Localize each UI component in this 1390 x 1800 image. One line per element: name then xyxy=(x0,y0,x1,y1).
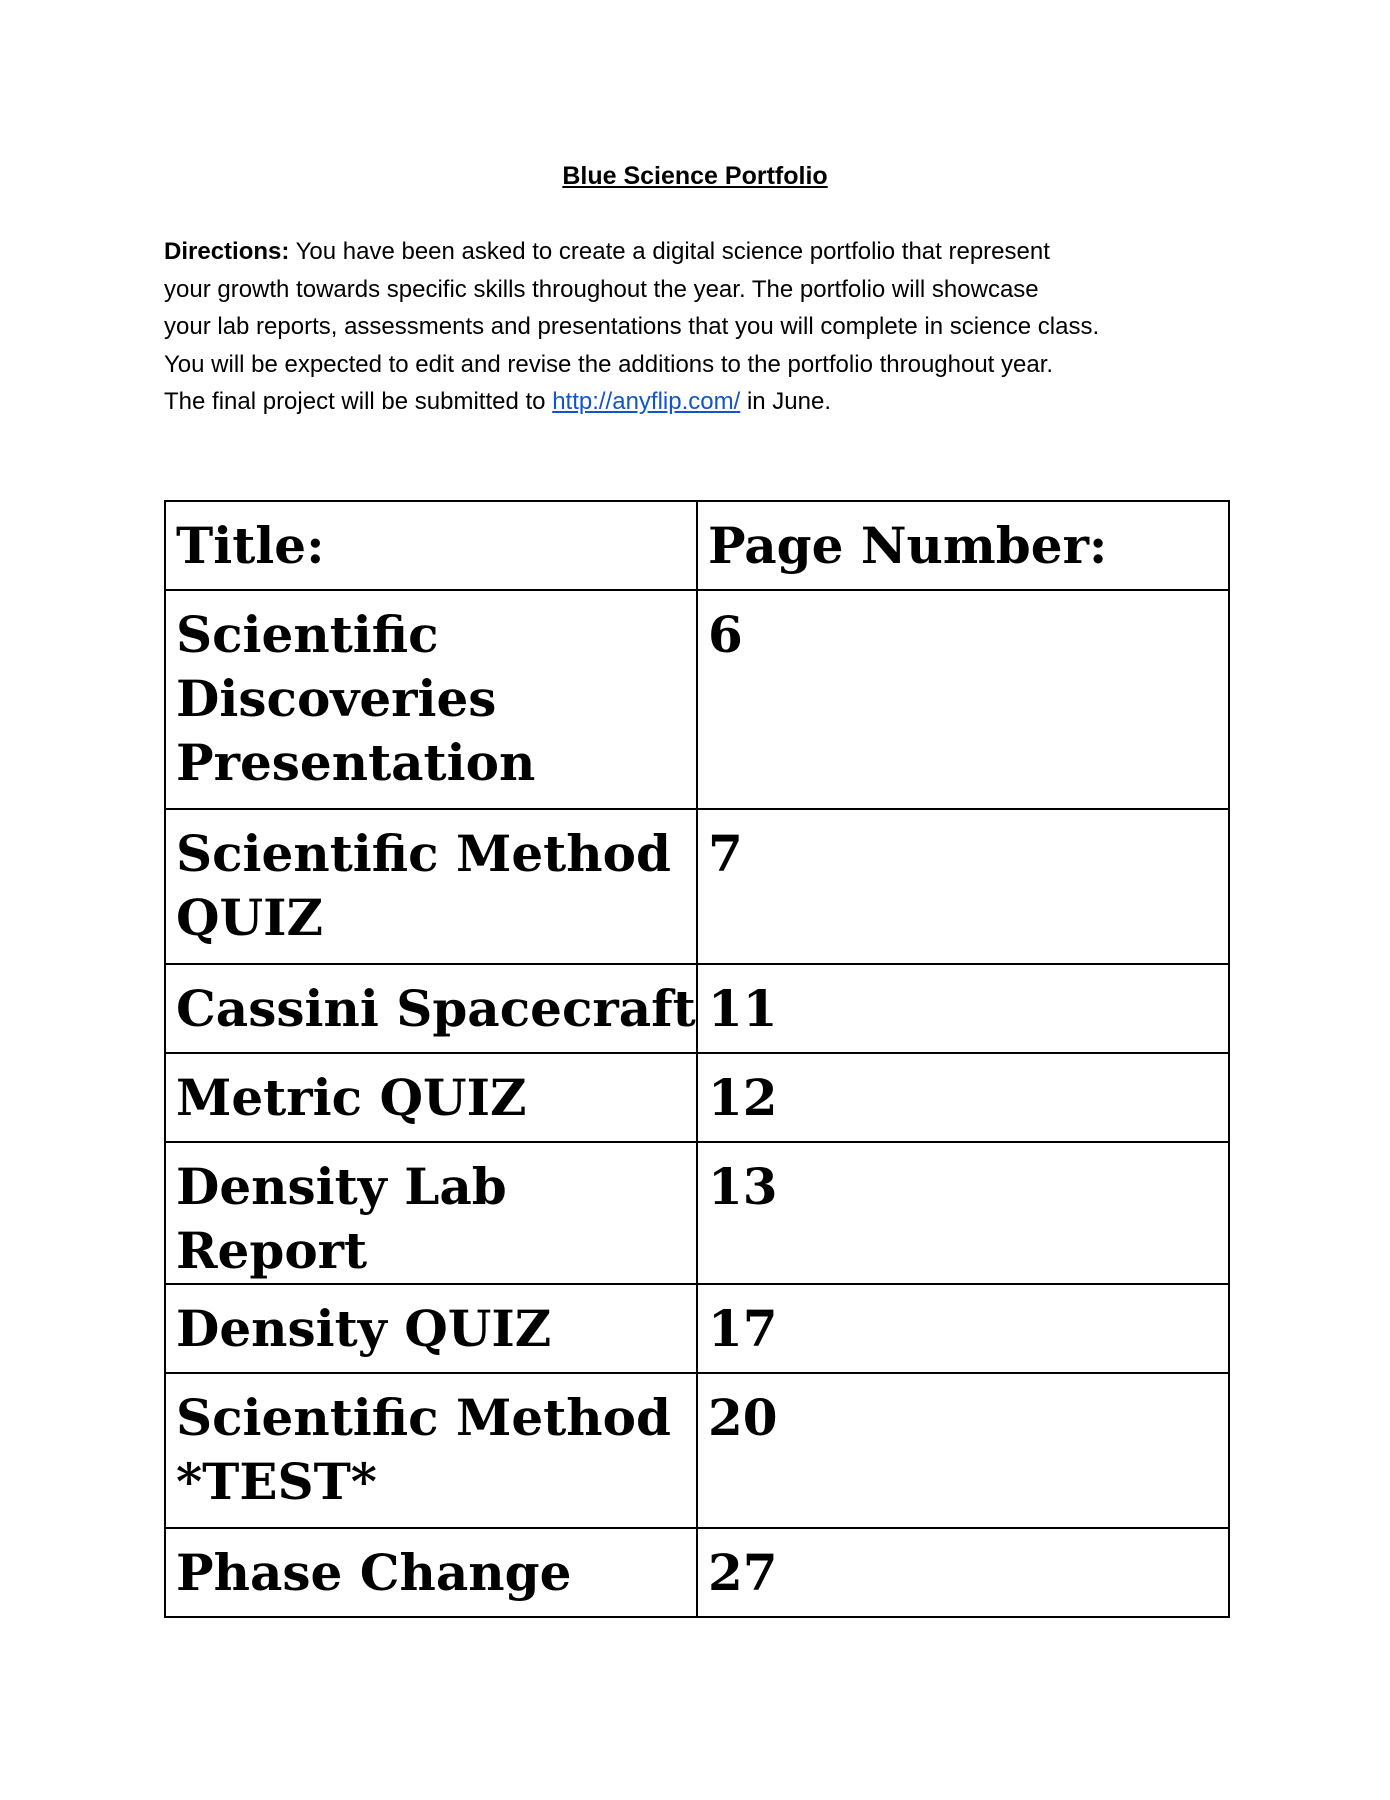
row-page-number-cell: 6 xyxy=(697,590,1229,809)
document-title: Blue Science Portfolio xyxy=(562,162,828,190)
table-row xyxy=(165,1053,1229,1142)
row-title-cell xyxy=(165,1528,697,1617)
row-title-line: Density QUIZ xyxy=(176,1299,552,1358)
row-title-cell xyxy=(165,964,697,1053)
row-page-number-cell: 17 xyxy=(697,1284,1229,1373)
row-title-cell xyxy=(165,1284,697,1373)
directions-paragraph xyxy=(164,233,1244,421)
page-number-column-header: Page Number: xyxy=(697,501,1229,590)
row-title-line: Scientific Method xyxy=(176,824,671,883)
row-page-number-cell: 11 xyxy=(697,964,1229,1053)
directions-line-5-end: in June. xyxy=(740,388,832,415)
row-page-number-cell: 13 xyxy=(697,1142,1229,1284)
row-title-line: Cassini Spacecraft xyxy=(176,979,696,1038)
directions-line-1: You have been asked to create a digital science portfolio that represent xyxy=(289,238,1050,265)
table-row xyxy=(165,809,1229,964)
row-page-number-cell: 27 xyxy=(697,1528,1229,1617)
row-title-line: Presentation xyxy=(176,733,536,792)
row-title-line: Density Lab Report xyxy=(176,1157,507,1280)
table-row xyxy=(165,964,1229,1053)
table-row xyxy=(165,1142,1229,1284)
row-page-number-cell: 20 xyxy=(697,1373,1229,1528)
directions-line-2: your growth towards specific skills throughout the year. The portfolio will showcase xyxy=(164,275,1039,303)
directions-label: Directions: xyxy=(164,238,290,265)
row-title-line: Scientific xyxy=(176,605,439,664)
row-page-number-cell: 7 xyxy=(697,809,1229,964)
row-title-line: QUIZ xyxy=(176,888,324,947)
row-title-line: Metric QUIZ xyxy=(176,1068,527,1127)
directions-line-4: You will be expected to edit and revise the additions to the portfolio throughout year. xyxy=(164,350,1054,378)
row-title-cell xyxy=(165,1373,697,1528)
title-column-header: Title: xyxy=(165,501,697,590)
row-title-cell xyxy=(165,1142,697,1284)
directions-line-3: your lab reports, assessments and presentations that you will complete in science class. xyxy=(164,313,1100,340)
row-title-line: *TEST* xyxy=(176,1452,377,1511)
row-title-cell xyxy=(165,590,697,809)
row-page-number-cell: 12 xyxy=(697,1053,1229,1142)
row-title-line: Phase Change xyxy=(176,1543,572,1602)
anyflip-link[interactable]: http://anyflip.com/ xyxy=(552,388,741,415)
portfolio-contents-table xyxy=(164,500,1230,1618)
row-title-cell xyxy=(165,1053,697,1142)
table-row xyxy=(165,1528,1229,1617)
row-title-line: Scientific Method xyxy=(176,1388,671,1447)
table-row xyxy=(165,1373,1229,1528)
row-title-line: Discoveries xyxy=(176,669,497,728)
table-row xyxy=(165,590,1229,809)
row-title-cell xyxy=(165,809,697,964)
directions-line-5-start: The final project will be submitted to xyxy=(164,388,553,415)
table-header-row xyxy=(165,501,1229,590)
table-row xyxy=(165,1284,1229,1373)
